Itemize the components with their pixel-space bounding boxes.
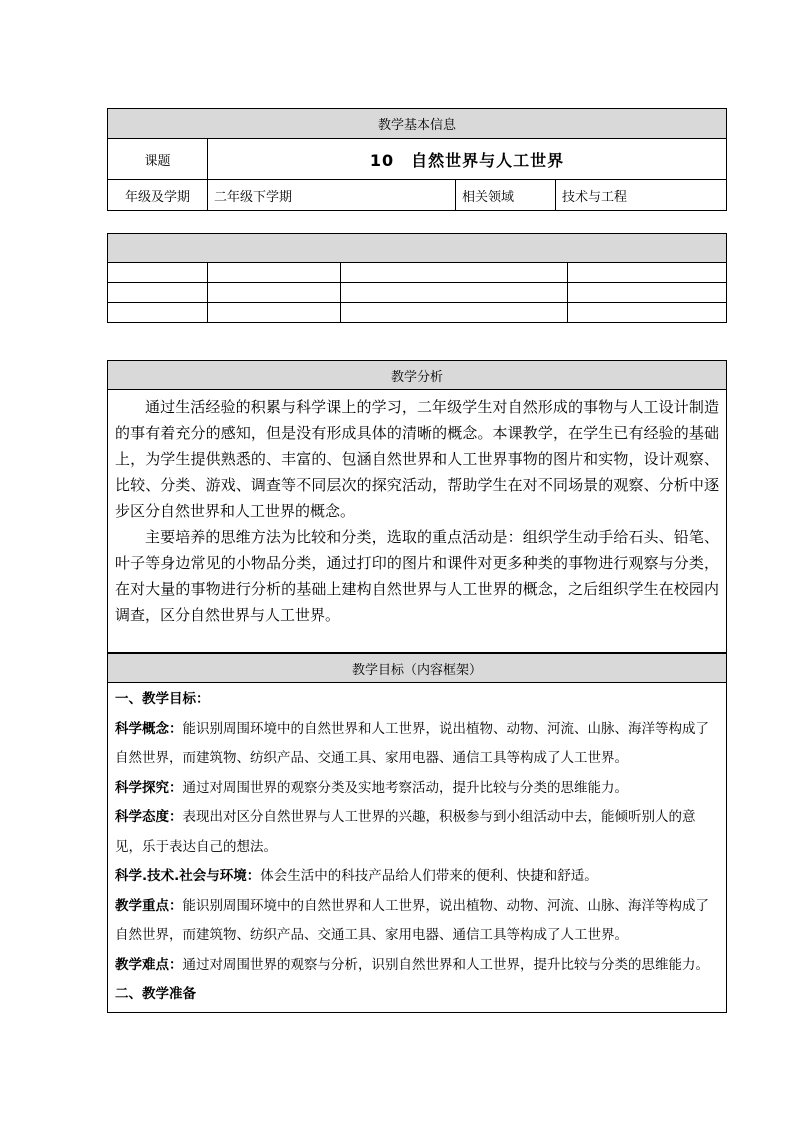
goal-label: 科学.技术.社会与环境： bbox=[115, 868, 261, 884]
goal-item bbox=[115, 862, 719, 892]
analysis-table bbox=[107, 360, 727, 653]
goals-table bbox=[107, 653, 727, 1013]
goals-header: 教学目标（内容框架） bbox=[108, 654, 727, 683]
grade-label: 年级及学期 bbox=[108, 180, 208, 211]
basic-info-table bbox=[107, 108, 727, 211]
blank-cell bbox=[208, 263, 341, 283]
blank-table-header bbox=[108, 234, 727, 263]
goal-text: 能识别周围环境中的自然世界和人工世界，说出植物、动物、河流、山脉、海洋等构成了自然世界，而建筑物、纺织产品、交通工具、家用电器、通信工具等构成了人工世界。 bbox=[115, 897, 709, 943]
blank-cell bbox=[108, 263, 208, 283]
blank-cell bbox=[208, 303, 341, 323]
goal-text: 体会生活中的科技产品给人们带来的便利、快捷和舒适。 bbox=[260, 868, 598, 884]
blank-info-table bbox=[107, 233, 727, 323]
goal-label: 教学难点： bbox=[115, 956, 183, 973]
domain-value: 技术与工程 bbox=[556, 180, 727, 211]
goals-section-1: 一、教学目标： bbox=[115, 691, 210, 707]
table-row bbox=[108, 263, 727, 283]
blank-cell bbox=[108, 283, 208, 303]
goal-text: 能识别周围环境中的自然世界和人工世界，说出植物、动物、河流、山脉、海洋等构成了自然世界，而建筑物、纺织产品、交通工具、家用电器、通信工具等构成了人工世界。 bbox=[115, 720, 709, 766]
analysis-body bbox=[108, 390, 727, 653]
goal-label: 科学探究： bbox=[115, 779, 183, 796]
goal-item bbox=[115, 951, 719, 981]
goal-label: 教学重点： bbox=[115, 897, 183, 914]
goals-section-2: 二、教学准备 bbox=[115, 986, 196, 1002]
topic-label: 课题 bbox=[108, 139, 208, 180]
blank-cell bbox=[568, 303, 727, 323]
basic-info-header: 教学基本信息 bbox=[108, 109, 727, 139]
blank-cell bbox=[568, 283, 727, 303]
blank-cell bbox=[341, 263, 568, 283]
blank-cell bbox=[108, 303, 208, 323]
goal-text: 通过对周围世界的观察分类及实地考察活动，提升比较与分类的思维能力。 bbox=[182, 779, 628, 796]
analysis-paragraph-2: 主要培养的思维方法为比较和分类，选取的重点活动是：组织学生动手给石头、铅笔、叶子等身边常见的小物品分类，通过打印的图片和课件对更多种类的事物进行观察与分类，在对大量的事物进行分析的基础上建构自然世界与人工世界的概念，之后组织学生在校园内调查，区分自然世界与人工世界。 bbox=[115, 528, 719, 624]
table-row bbox=[108, 303, 727, 323]
goal-text: 通过对周围世界的观察与分析，识别自然世界和人工世界，提升比较与分类的思维能力。 bbox=[182, 956, 709, 973]
grade-value: 二年级下学期 bbox=[208, 180, 456, 211]
goal-label: 科学概念： bbox=[115, 720, 183, 737]
goal-item bbox=[115, 803, 719, 862]
table-row bbox=[108, 283, 727, 303]
goal-item bbox=[115, 774, 719, 804]
goal-item bbox=[115, 892, 719, 951]
blank-cell bbox=[568, 263, 727, 283]
blank-cell bbox=[341, 303, 568, 323]
goal-text: 表现出对区分自然世界与人工世界的兴趣，积极参与到小组活动中去，能倾听别人的意见，乐于表达自己的想法。 bbox=[115, 809, 696, 855]
blank-cell bbox=[208, 283, 341, 303]
analysis-paragraph-1: 通过生活经验的积累与科学课上的学习，二年级学生对自然形成的事物与人工设计制造的事有着充分的感知，但是没有形成具体的清晰的概念。本课教学，在学生已有经验的基础上，为学生提供熟悉的、丰富的、包涵自然世界和人工世界事物的图片和实物，设计观察、比较、分类、游戏、调查等不同层次的探究活动，帮助学生在对不同场景的观察、分析中逐步区分自然世界和人工世界的概念。 bbox=[115, 398, 719, 520]
goal-item bbox=[115, 715, 719, 774]
topic-value: 10 自然世界与人工世界 bbox=[208, 139, 727, 180]
blank-cell bbox=[341, 283, 568, 303]
analysis-header: 教学分析 bbox=[108, 361, 727, 390]
domain-label: 相关领域 bbox=[456, 180, 556, 211]
goal-label: 科学态度： bbox=[115, 809, 183, 825]
goals-body bbox=[108, 683, 727, 1013]
